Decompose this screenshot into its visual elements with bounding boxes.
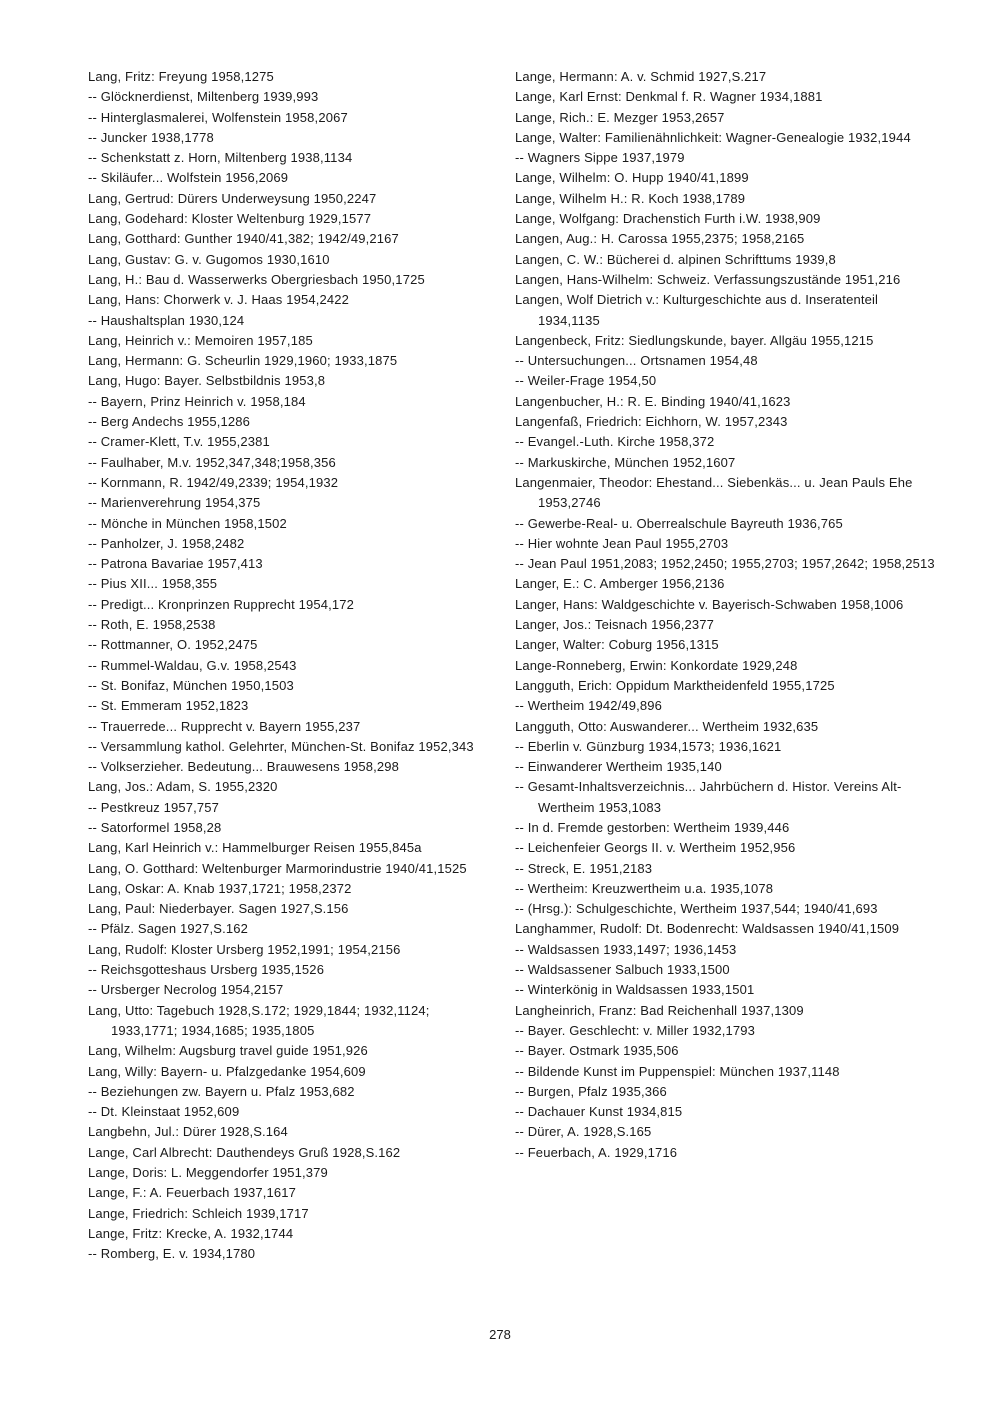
index-entry: Langguth, Otto: Auswanderer... Wertheim 1932,635: [515, 718, 819, 734]
index-entry: -- Wertheim: Kreuzwertheim u.a. 1935,1078: [515, 880, 774, 896]
index-entry: -- Feuerbach, A. 1929,1716: [515, 1144, 678, 1160]
index-entry: Lang, Gertrud: Dürers Underweysung 1950,2247: [88, 190, 377, 206]
index-entry: Lange, Hermann: A. v. Schmid 1927,S.217: [515, 69, 767, 84]
index-entry: Lang, Jos.: Adam, S. 1955,2320: [88, 779, 278, 795]
index-entry: -- Dürer, A. 1928,S.165: [515, 1124, 652, 1140]
index-entry: -- Romberg, E. v. 1934,1780: [88, 1246, 256, 1262]
index-entry: Langen, Hans-Wilhelm: Schweiz. Verfassungszustände 1951,216: [515, 271, 901, 287]
index-entry: -- (Hrsg.): Schulgeschichte, Wertheim 1937,544; 1940/41,693: [515, 901, 878, 917]
index-entry: -- Einwanderer Wertheim 1935,140: [515, 759, 722, 775]
index-entry: Lange, Rich.: E. Mezger 1953,2657: [515, 109, 725, 125]
index-entry: Langer, E.: C. Amberger 1956,2136: [515, 576, 725, 592]
index-entry: Lange, Friedrich: Schleich 1939,1717: [88, 1205, 309, 1221]
index-entry: -- Beziehungen zw. Bayern u. Pfalz 1953,682: [88, 1083, 355, 1099]
index-entry: -- Waldsassen 1933,1497; 1936,1453: [515, 941, 737, 957]
index-entry: -- Weiler-Frage 1954,50: [515, 373, 657, 389]
index-entry: -- Eberlin v. Günzburg 1934,1573; 1936,1621: [515, 738, 782, 754]
index-entry: Lang, Rudolf: Kloster Ursberg 1952,1991; 1954,2156: [88, 941, 401, 957]
index-entry: Lang, Gustav: G. v. Gugomos 1930,1610: [88, 251, 330, 267]
index-entry: Lang, Heinrich v.: Memoiren 1957,185: [88, 332, 313, 348]
index-entry: -- Hinterglasmalerei, Wolfenstein 1958,2067: [88, 109, 348, 125]
index-entry: Lang, O. Gotthard: Weltenburger Marmorindustrie 1940/41,1525: [88, 860, 467, 876]
index-entry: -- St. Emmeram 1952,1823: [88, 698, 249, 714]
index-entry: -- Streck, E. 1951,2183: [515, 860, 653, 876]
index-entry: Langen, Aug.: H. Carossa 1955,2375; 1958,2165: [515, 231, 805, 247]
index-entry: -- Bayer. Ostmark 1935,506: [515, 1043, 679, 1059]
index-entry: -- Dt. Kleinstaat 1952,609: [88, 1104, 240, 1120]
index-entry: -- Ursberger Necrolog 1954,2157: [88, 982, 284, 998]
index-entry: Lang, Utto: Tagebuch 1928,S.172; 1929,1844; 1932,1124; 1933,1771; 1934,1685; 1935,1805: [88, 1002, 430, 1038]
index-entry: Lange, Fritz: Krecke, A. 1932,1744: [88, 1225, 294, 1241]
index-entry: -- Pestkreuz 1957,757: [88, 799, 220, 815]
index-entry: -- Kornmann, R. 1942/49,2339; 1954,1932: [88, 474, 339, 490]
index-entry: Langenmaier, Theodor: Ehestand... Siebenkäs... u. Jean Pauls Ehe 1953,2746: [515, 474, 913, 511]
index-entry: -- Juncker 1938,1778: [88, 129, 214, 145]
index-entry: -- Volkserzieher. Bedeutung... Brauwesens 1958,298: [88, 759, 400, 775]
index-entry: -- Schenkstatt z. Horn, Miltenberg 1938,1134: [88, 150, 353, 166]
index-entry: Langen, Wolf Dietrich v.: Kulturgeschichte aus d. Inseratenteil 1934,1135: [515, 292, 879, 328]
index-entry: Lange, Karl Ernst: Denkmal f. R. Wagner 1934,1881: [515, 89, 823, 105]
index-entry: Langbehn, Jul.: Dürer 1928,S.164: [88, 1124, 288, 1140]
index-entry: -- Marienverehrung 1954,375: [88, 495, 261, 511]
index-entry: Langen, C. W.: Bücherei d. alpinen Schrifttums 1939,8: [515, 251, 836, 267]
index-entry: Lange, Wolfgang: Drachenstich Furth i.W. 1938,909: [515, 211, 821, 227]
index-entry: Langer, Walter: Coburg 1956,1315: [515, 637, 719, 653]
index-entry: -- Wertheim 1942/49,896: [515, 698, 663, 714]
index-entry: -- Berg Andechs 1955,1286: [88, 414, 251, 430]
index-entry: -- Gesamt-Inhaltsverzeichnis... Jahrbüchern d. Histor. Vereins Alt-Wertheim 1953,1083: [515, 779, 902, 815]
right-index-column: [515, 67, 935, 1163]
index-entry: Lang, Gotthard: Gunther 1940/41,382; 1942/49,2167: [88, 231, 399, 247]
index-entry: Lang, Hermann: G. Scheurlin 1929,1960; 1933,1875: [88, 353, 398, 369]
index-entry: Lang, Hans: Chorwerk v. J. Haas 1954,2422: [88, 292, 349, 308]
index-entry: -- Mönche in München 1958,1502: [88, 515, 287, 531]
index-entry: -- Glöcknerdienst, Miltenberg 1939,993: [88, 89, 319, 105]
left-index-column: [88, 67, 488, 1265]
index-entry: Langheinrich, Franz: Bad Reichenhall 1937,1309: [515, 1002, 804, 1018]
index-entry: Langguth, Erich: Oppidum Marktheidenfeld 1955,1725: [515, 677, 835, 693]
index-entry: -- Cramer-Klett, T.v. 1955,2381: [88, 434, 270, 450]
index-entry: -- Roth, E. 1958,2538: [88, 617, 216, 633]
index-entry: -- Trauerrede... Rupprecht v. Bayern 1955,237: [88, 718, 361, 734]
index-entry: Langenfaß, Friedrich: Eichhorn, W. 1957,2343: [515, 414, 788, 430]
index-entry: Lang, Oskar: A. Knab 1937,1721; 1958,2372: [88, 880, 352, 896]
index-entry: Lang, Hugo: Bayer. Selbstbildnis 1953,8: [88, 373, 326, 389]
index-entry: -- Bayer. Geschlecht: v. Miller 1932,1793: [515, 1022, 756, 1038]
index-entry: -- Skiläufer... Wolfstein 1956,2069: [88, 170, 289, 186]
index-entry: -- Untersuchungen... Ortsnamen 1954,48: [515, 353, 758, 369]
index-entry: Lang, Paul: Niederbayer. Sagen 1927,S.156: [88, 901, 349, 917]
index-entry: -- Leichenfeier Georgs II. v. Wertheim 1952,956: [515, 840, 796, 856]
index-entry: -- Jean Paul 1951,2083; 1952,2450; 1955,2703; 1957,2642; 1958,2513: [515, 556, 935, 572]
index-entry: -- Satorformel 1958,28: [88, 819, 222, 835]
index-entry: Lang, Willy: Bayern- u. Pfalzgedanke 1954,609: [88, 1063, 366, 1079]
index-entry: -- Panholzer, J. 1958,2482: [88, 535, 245, 551]
index-entry: Lange, Wilhelm H.: R. Koch 1938,1789: [515, 190, 746, 206]
index-entry: -- Winterkönig in Waldsassen 1933,1501: [515, 982, 755, 998]
index-entry: -- Burgen, Pfalz 1935,366: [515, 1083, 667, 1099]
index-entry: Langer, Jos.: Teisnach 1956,2377: [515, 617, 714, 633]
index-entry: Lang, H.: Bau d. Wasserwerks Obergriesbach 1950,1725: [88, 271, 425, 287]
index-entry: Langhammer, Rudolf: Dt. Bodenrecht: Waldsassen 1940/41,1509: [515, 921, 900, 937]
index-entry: Langenbeck, Fritz: Siedlungskunde, bayer. Allgäu 1955,1215: [515, 332, 874, 348]
index-entry: Langenbucher, H.: R. E. Binding 1940/41,1623: [515, 393, 791, 409]
index-entry: -- Rummel-Waldau, G.v. 1958,2543: [88, 657, 297, 673]
index-entry: Lange-Ronneberg, Erwin: Konkordate 1929,248: [515, 657, 798, 673]
index-entry: -- Versammlung kathol. Gelehrter, München-St. Bonifaz 1952,343: [88, 738, 474, 754]
index-entry: Lang, Wilhelm: Augsburg travel guide 1951,926: [88, 1043, 368, 1059]
index-entry: -- Wagners Sippe 1937,1979: [515, 150, 685, 166]
index-entry: Lange, Doris: L. Meggendorfer 1951,379: [88, 1165, 328, 1181]
index-entry: -- Dachauer Kunst 1934,815: [515, 1104, 683, 1120]
index-entry: -- Predigt... Kronprinzen Rupprecht 1954,172: [88, 596, 355, 612]
index-entry: -- Reichsgotteshaus Ursberg 1935,1526: [88, 962, 325, 978]
index-entry: Langer, Hans: Waldgeschichte v. Bayerisch-Schwaben 1958,1006: [515, 596, 904, 612]
index-entry: Lange, F.: A. Feuerbach 1937,1617: [88, 1185, 297, 1201]
index-entry: -- Gewerbe-Real- u. Oberrealschule Bayreuth 1936,765: [515, 515, 843, 531]
index-entry: Lange, Carl Albrecht: Dauthendeys Gruß 1928,S.162: [88, 1144, 401, 1160]
index-entry: Lang, Fritz: Freyung 1958,1275: [88, 69, 274, 84]
page-number: 278: [489, 1327, 511, 1342]
index-entry: -- Pfälz. Sagen 1927,S.162: [88, 921, 249, 937]
index-entry: -- Waldsassener Salbuch 1933,1500: [515, 962, 730, 978]
index-entry: -- Haushaltsplan 1930,124: [88, 312, 245, 328]
index-entry: -- Bayern, Prinz Heinrich v. 1958,184: [88, 393, 306, 409]
index-entry: -- Patrona Bavariae 1957,413: [88, 556, 263, 572]
index-entry: -- Pius XII... 1958,355: [88, 576, 218, 592]
index-entry: Lang, Karl Heinrich v.: Hammelburger Reisen 1955,845a: [88, 840, 422, 856]
index-entry: -- Markuskirche, München 1952,1607: [515, 454, 736, 470]
index-entry: Lange, Wilhelm: O. Hupp 1940/41,1899: [515, 170, 749, 186]
index-entry: -- Evangel.-Luth. Kirche 1958,372: [515, 434, 715, 450]
index-entry: -- Hier wohnte Jean Paul 1955,2703: [515, 535, 729, 551]
index-entry: Lange, Walter: Familienähnlichkeit: Wagner-Genealogie 1932,1944: [515, 129, 911, 145]
index-entry: Lang, Godehard: Kloster Weltenburg 1929,1577: [88, 211, 372, 227]
index-entry: -- Rottmanner, O. 1952,2475: [88, 637, 258, 653]
index-entry: -- Faulhaber, M.v. 1952,347,348;1958,356: [88, 454, 336, 470]
index-entry: -- Bildende Kunst im Puppenspiel: München 1937,1148: [515, 1063, 840, 1079]
index-entry: -- St. Bonifaz, München 1950,1503: [88, 677, 294, 693]
index-entry: -- In d. Fremde gestorben: Wertheim 1939,446: [515, 819, 790, 835]
